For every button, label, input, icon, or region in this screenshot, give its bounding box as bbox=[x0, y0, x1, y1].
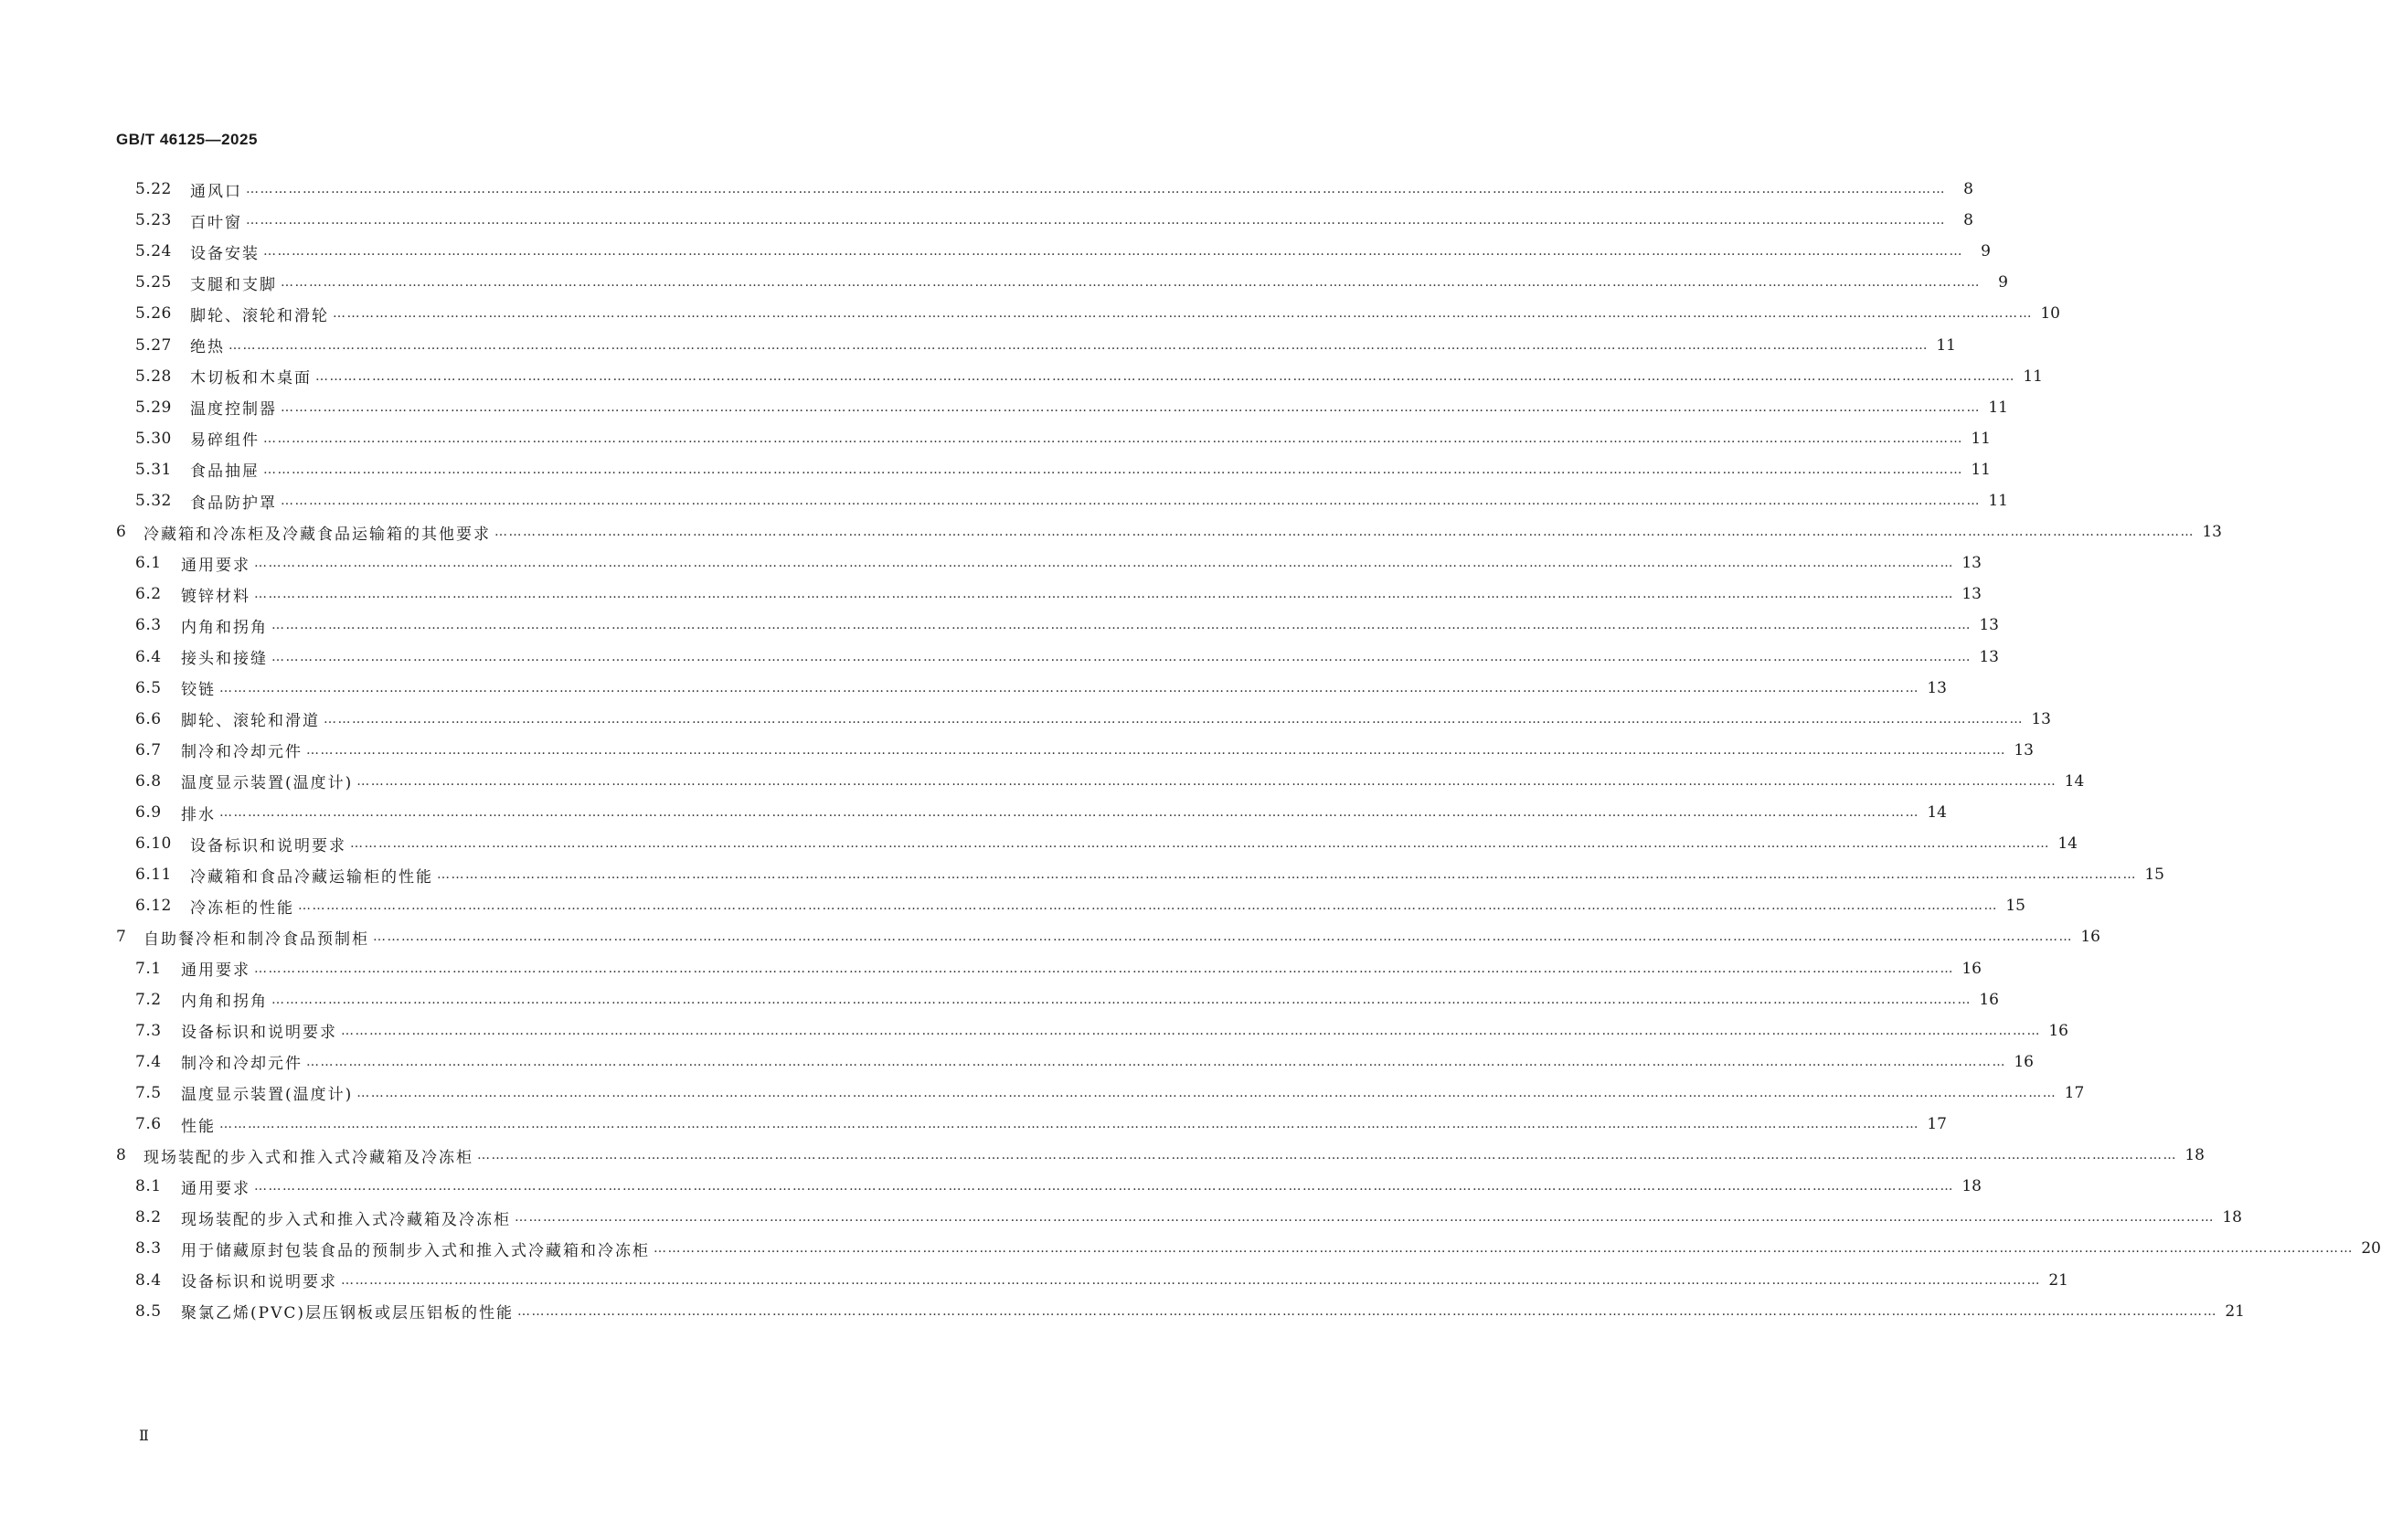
toc-entry-number: 7.1 bbox=[135, 959, 162, 978]
toc-entry-title: 现场装配的步入式和推入式冷藏箱及冷冻柜 bbox=[181, 1210, 511, 1229]
toc-entry-number: 6 bbox=[116, 523, 127, 542]
toc-leader-dots: ……………………………………………………………………………………………………………………………………………………………………………………………………………………………………………………………………………………………………………………………… bbox=[281, 399, 1981, 415]
toc-entry-number: 5.23 bbox=[135, 211, 172, 230]
toc-entry[interactable] bbox=[135, 1267, 2068, 1294]
toc-entry-number: 7.4 bbox=[135, 1052, 162, 1071]
toc-leader-dots: ……………………………………………………………………………………………………………………………………………………………………………………………………………………………………………………………………………………………………………………………… bbox=[263, 244, 1963, 260]
toc-entry-title: 冷藏箱和冷冻柜及冷藏食品运输箱的其他要求 bbox=[143, 525, 491, 544]
toc-entry-number: 6.7 bbox=[135, 740, 162, 759]
toc-entry-title: 易碎组件 bbox=[190, 431, 260, 451]
toc-entry[interactable] bbox=[135, 611, 1999, 639]
toc-entry-page: 10 bbox=[2040, 304, 2060, 324]
toc-entry-title: 排水 bbox=[181, 805, 216, 824]
toc-entry-page: 11 bbox=[2023, 366, 2043, 386]
toc-leader-dots: ……………………………………………………………………………………………………………………………………………………………………………………………………………………………………………………………………………………………………………………………… bbox=[517, 1303, 2217, 1319]
toc-entry[interactable] bbox=[135, 332, 1956, 359]
toc-entry-title: 设备安装 bbox=[190, 244, 260, 263]
toc-entry[interactable] bbox=[135, 706, 2051, 733]
toc-leader-dots: ……………………………………………………………………………………………………………………………………………………………………………………………………………………………………………………………………………………………………………………………… bbox=[219, 1117, 1919, 1131]
toc-entry-title: 木切板和木桌面 bbox=[190, 369, 312, 388]
toc-entry-title: 食品防护罩 bbox=[190, 494, 277, 513]
toc-leader-dots: ……………………………………………………………………………………………………………………………………………………………………………………………………………………………………………………………………………………………………………………………… bbox=[281, 494, 1981, 508]
toc-entry-title: 脚轮、滚轮和滑轮 bbox=[190, 306, 329, 325]
toc-leader-dots: ……………………………………………………………………………………………………………………………………………………………………………………………………………………………………………………………………………………………………………………………… bbox=[254, 1179, 1954, 1195]
toc-entry-title: 冷冻柜的性能 bbox=[190, 898, 294, 918]
toc-entry-number: 6.5 bbox=[135, 678, 162, 697]
toc-entry-title: 内角和拐角 bbox=[181, 618, 268, 637]
toc-entry-number: 6.3 bbox=[135, 616, 162, 635]
toc-entry-page: 13 bbox=[2031, 709, 2051, 728]
toc-entry-page: 14 bbox=[2057, 834, 2078, 854]
toc-leader-dots: ……………………………………………………………………………………………………………………………………………………………………………………………………………………………………………………………………………………………………………………………… bbox=[254, 587, 1954, 602]
toc-entry[interactable] bbox=[135, 1204, 2242, 1231]
toc-entry-title: 设备标识和说明要求 bbox=[181, 1273, 337, 1291]
toc-entry-number: 6.11 bbox=[135, 866, 172, 885]
toc-entry[interactable] bbox=[116, 1142, 2205, 1169]
toc-entry-title: 通风口 bbox=[190, 182, 242, 201]
toc-entry-page: 9 bbox=[1998, 273, 2008, 292]
toc-entry-title: 温度显示装置(温度计) bbox=[181, 1086, 354, 1105]
toc-entry[interactable] bbox=[135, 737, 2034, 764]
toc-leader-dots: ……………………………………………………………………………………………………………………………………………………………………………………………………………………………………………………………………………………………………………………………… bbox=[281, 275, 1981, 291]
toc-leader-dots: ……………………………………………………………………………………………………………………………………………………………………………………………………………………………………………………………………………………………………………………………… bbox=[254, 556, 1954, 571]
toc-leader-dots: ……………………………………………………………………………………………………………………………………………………………………………………………………………………………………………………………………………………………………………………………… bbox=[298, 898, 1998, 914]
toc-entry-page: 16 bbox=[2080, 928, 2100, 947]
toc-entry-number: 5.32 bbox=[135, 492, 172, 510]
toc-leader-dots: ……………………………………………………………………………………………………………………………………………………………………………………………………………………………………………………………………………………………………………………………… bbox=[350, 836, 2050, 852]
toc-entry[interactable] bbox=[135, 674, 1947, 702]
toc-entry-page: 17 bbox=[2064, 1083, 2085, 1102]
toc-entry[interactable] bbox=[135, 892, 2025, 919]
toc-entry-number: 8.5 bbox=[135, 1301, 162, 1321]
toc-entry-page: 20 bbox=[2361, 1239, 2381, 1259]
toc-entry-page: 13 bbox=[1979, 647, 1999, 666]
toc-entry-page: 13 bbox=[1979, 616, 1999, 635]
toc-entry-page: 16 bbox=[2048, 1021, 2068, 1040]
toc-entry-page: 11 bbox=[1988, 398, 2008, 417]
toc-entry[interactable] bbox=[135, 580, 1982, 608]
toc-entry-page: 13 bbox=[1927, 678, 1947, 697]
toc-entry-page: 18 bbox=[1961, 1177, 1982, 1196]
toc-entry[interactable] bbox=[135, 1110, 1947, 1138]
toc-entry-title: 铰链 bbox=[181, 681, 216, 700]
toc-entry-title: 性能 bbox=[181, 1117, 216, 1136]
toc-entry-title: 温度控制器 bbox=[190, 400, 277, 420]
toc-entry-number: 6.9 bbox=[135, 803, 162, 822]
toc-entry-number: 8 bbox=[116, 1146, 127, 1165]
toc-entry-title: 百叶窗 bbox=[190, 213, 242, 232]
toc-entry-number: 8.2 bbox=[135, 1208, 162, 1227]
toc-leader-dots: ……………………………………………………………………………………………………………………………………………………………………………………………………………………………………………………………………………………………………………………………… bbox=[246, 213, 1946, 228]
toc-leader-dots: ……………………………………………………………………………………………………………………………………………………………………………………………………………………………………………………………………………………………………………………………… bbox=[263, 430, 1963, 446]
toc-entry[interactable] bbox=[135, 861, 2164, 888]
toc-entry-number: 7.6 bbox=[135, 1115, 162, 1133]
toc-entry[interactable] bbox=[135, 269, 2008, 296]
toc-leader-dots: ……………………………………………………………………………………………………………………………………………………………………………………………………………………………………………………………………………………………………………………………… bbox=[356, 773, 2057, 789]
toc-leader-dots: ……………………………………………………………………………………………………………………………………………………………………………………………………………………………………………………………………………………………………………………………… bbox=[246, 182, 1946, 196]
toc-entry-page: 13 bbox=[1961, 554, 1982, 573]
toc-leader-dots: ……………………………………………………………………………………………………………………………………………………………………………………………………………………………………………………………………………………………………………………………… bbox=[219, 805, 1919, 820]
toc-entry-page: 18 bbox=[2222, 1208, 2242, 1227]
toc-leader-dots: ……………………………………………………………………………………………………………………………………………………………………………………………………………………………………………………………………………………………………………………………… bbox=[254, 961, 1954, 976]
toc-leader-dots: ……………………………………………………………………………………………………………………………………………………………………………………………………………………………………………………………………………………………………………………………… bbox=[333, 306, 2033, 322]
toc-entry-number: 5.30 bbox=[135, 429, 172, 448]
toc-entry-number: 8.1 bbox=[135, 1177, 162, 1196]
toc-entry[interactable] bbox=[135, 1173, 1982, 1200]
toc-leader-dots: ……………………………………………………………………………………………………………………………………………………………………………………………………………………………………………………………………………………………………………………………… bbox=[271, 992, 1972, 1007]
toc-leader-dots: ……………………………………………………………………………………………………………………………………………………………………………………………………………………………………………………………………………………………………………………………… bbox=[494, 525, 2195, 540]
toc-entry-title: 聚氯乙烯(PVC)层压钢板或层压铝板的性能 bbox=[181, 1304, 514, 1323]
toc-entry-page: 17 bbox=[1927, 1115, 1947, 1133]
toc-entry[interactable] bbox=[135, 549, 1982, 577]
toc-leader-dots: ……………………………………………………………………………………………………………………………………………………………………………………………………………………………………………………………………………………………………………………………… bbox=[356, 1085, 2057, 1100]
toc-entry-page: 16 bbox=[1961, 959, 1982, 978]
toc-leader-dots: ……………………………………………………………………………………………………………………………………………………………………………………………………………………………………………………………………………………………………………………………… bbox=[341, 1272, 2041, 1288]
toc-entry[interactable] bbox=[135, 207, 1973, 234]
toc-entry[interactable] bbox=[135, 1017, 2068, 1045]
toc-entry-page: 8 bbox=[1963, 211, 1973, 230]
toc-entry[interactable] bbox=[135, 487, 2008, 515]
toc-entry-page: 15 bbox=[2005, 897, 2025, 916]
toc-entry-title: 制冷和冷却元件 bbox=[181, 1055, 303, 1074]
toc-entry-number: 6.1 bbox=[135, 554, 162, 573]
document-code: GB/T 46125—2025 bbox=[116, 131, 258, 148]
toc-entry-number: 6.4 bbox=[135, 647, 162, 666]
toc-entry-page: 15 bbox=[2144, 866, 2164, 885]
toc-entry[interactable] bbox=[135, 394, 2008, 421]
toc-entry-number: 7 bbox=[116, 928, 127, 947]
toc-entry[interactable] bbox=[135, 799, 1947, 826]
toc-entry-page: 18 bbox=[2184, 1146, 2205, 1165]
toc-entry[interactable] bbox=[135, 986, 1999, 1014]
toc-entry-page: 11 bbox=[1988, 492, 2008, 510]
toc-entry-number: 6.10 bbox=[135, 834, 172, 854]
toc-entry-page: 21 bbox=[2225, 1301, 2245, 1321]
toc-leader-dots: ……………………………………………………………………………………………………………………………………………………………………………………………………………………………………………………………………………………………………………………………… bbox=[341, 1023, 2041, 1038]
toc-entry-page: 11 bbox=[1971, 460, 1991, 479]
toc-entry-page: 11 bbox=[1936, 335, 1956, 355]
toc-leader-dots: ……………………………………………………………………………………………………………………………………………………………………………………………………………………………………………………………………………………………………………………………… bbox=[263, 462, 1963, 477]
toc-entry-title: 通用要求 bbox=[181, 556, 250, 575]
toc-entry-title: 现场装配的步入式和推入式冷藏箱及冷冻柜 bbox=[143, 1148, 473, 1167]
toc-leader-dots: ……………………………………………………………………………………………………………………………………………………………………………………………………………………………………………………………………………………………………………………………… bbox=[271, 618, 1972, 633]
toc-entry-page: 16 bbox=[2014, 1052, 2034, 1071]
toc-entry-title: 设备标识和说明要求 bbox=[181, 1024, 337, 1043]
toc-leader-dots: ……………………………………………………………………………………………………………………………………………………………………………………………………………………………………………………………………………………………………………………………… bbox=[271, 649, 1972, 664]
toc-leader-dots: ……………………………………………………………………………………………………………………………………………………………………………………………………………………………………………………………………………………………………………………………… bbox=[437, 867, 2137, 883]
toc-entry-title: 制冷和冷却元件 bbox=[181, 743, 303, 762]
toc-entry-title: 绝热 bbox=[190, 338, 225, 356]
toc-leader-dots: ……………………………………………………………………………………………………………………………………………………………………………………………………………………………………………………………………………………………………………………………… bbox=[315, 368, 2015, 384]
toc-entry[interactable] bbox=[135, 955, 1982, 982]
toc-entry[interactable] bbox=[135, 1048, 2034, 1076]
toc-entry-page: 16 bbox=[1979, 990, 1999, 1009]
toc-entry-page: 13 bbox=[2014, 740, 2034, 759]
toc-entry[interactable] bbox=[135, 363, 2043, 390]
toc-entry[interactable] bbox=[135, 456, 1991, 483]
toc-leader-dots: ……………………………………………………………………………………………………………………………………………………………………………………………………………………………………………………………………………………………………………………………… bbox=[306, 742, 2006, 758]
toc-entry-title: 食品抽屉 bbox=[190, 462, 260, 482]
toc-entry[interactable] bbox=[135, 175, 1973, 203]
toc-leader-dots: ……………………………………………………………………………………………………………………………………………………………………………………………………………………………………………………………………………………………………………………………… bbox=[219, 680, 1919, 696]
toc-entry-title: 镀锌材料 bbox=[181, 587, 250, 606]
toc-entry-number: 5.24 bbox=[135, 242, 172, 261]
toc-entry[interactable] bbox=[135, 238, 1991, 265]
toc-entry-page: 14 bbox=[2064, 771, 2085, 791]
toc-entry[interactable] bbox=[135, 1298, 2245, 1325]
toc-entry-number: 5.29 bbox=[135, 398, 172, 417]
toc-entry-page: 13 bbox=[1961, 585, 1982, 604]
toc-entry-title: 设备标识和说明要求 bbox=[190, 836, 346, 855]
toc-entry-page: 11 bbox=[1971, 429, 1991, 448]
toc-leader-dots: ……………………………………………………………………………………………………………………………………………………………………………………………………………………………………………………………………………………………………………………………… bbox=[515, 1210, 2215, 1226]
toc-entry-number: 5.25 bbox=[135, 273, 172, 292]
toc-entry-page: 13 bbox=[2202, 523, 2222, 542]
toc-leader-dots: ……………………………………………………………………………………………………………………………………………………………………………………………………………………………………………………………………………………………………………………………… bbox=[229, 337, 1929, 353]
toc-entry-number: 5.31 bbox=[135, 460, 172, 479]
toc-entry[interactable] bbox=[116, 923, 2100, 951]
toc-entry-number: 7.5 bbox=[135, 1083, 162, 1102]
toc-leader-dots: ……………………………………………………………………………………………………………………………………………………………………………………………………………………………………………………………………………………………………………………………… bbox=[373, 929, 2073, 945]
toc-leader-dots: ……………………………………………………………………………………………………………………………………………………………………………………………………………………………………………………………………………………………………………………………… bbox=[477, 1148, 2177, 1163]
toc-entry-number: 5.26 bbox=[135, 304, 172, 324]
toc-entry-number: 5.22 bbox=[135, 180, 172, 198]
toc-entry[interactable] bbox=[135, 300, 2060, 327]
toc-entry[interactable] bbox=[135, 830, 2078, 857]
toc-entry-number: 8.3 bbox=[135, 1239, 162, 1259]
toc-entry-title: 通用要求 bbox=[181, 1179, 250, 1198]
toc-entry-number: 6.12 bbox=[135, 897, 172, 916]
page-number: Ⅱ bbox=[139, 1427, 149, 1444]
toc-entry-title: 接头和接缝 bbox=[181, 650, 268, 668]
toc-leader-dots: ……………………………………………………………………………………………………………………………………………………………………………………………………………………………………………………………………………………………………………………………… bbox=[324, 711, 2024, 727]
toc-entry-number: 5.28 bbox=[135, 366, 172, 386]
toc-entry-page: 9 bbox=[1981, 242, 1991, 261]
toc-entry-number: 7.2 bbox=[135, 990, 162, 1009]
toc-entry-number: 5.27 bbox=[135, 335, 172, 355]
toc-entry[interactable] bbox=[116, 518, 2222, 546]
toc-entry-title: 支腿和支脚 bbox=[190, 275, 277, 294]
toc-entry-title: 通用要求 bbox=[181, 961, 250, 980]
toc-entry[interactable] bbox=[135, 1079, 2085, 1107]
toc-entry-page: 14 bbox=[1927, 803, 1947, 822]
toc-entry-title: 用于储藏原封包装食品的预制步入式和推入式冷藏箱和冷冻柜 bbox=[181, 1241, 650, 1260]
toc-leader-dots: ……………………………………………………………………………………………………………………………………………………………………………………………………………………………………………………………………………………………………………………………… bbox=[654, 1241, 2354, 1257]
toc-entry[interactable] bbox=[135, 425, 1991, 452]
toc-entry-number: 6.8 bbox=[135, 771, 162, 791]
toc-entry-number: 7.3 bbox=[135, 1021, 162, 1040]
toc-entry-number: 6.2 bbox=[135, 585, 162, 604]
toc-entry-title: 脚轮、滚轮和滑道 bbox=[181, 712, 320, 731]
toc-entry-page: 21 bbox=[2048, 1270, 2068, 1290]
toc-entry[interactable] bbox=[135, 643, 1999, 671]
toc-entry[interactable] bbox=[135, 1235, 2381, 1262]
toc-entry-page: 8 bbox=[1963, 180, 1973, 198]
toc-entry-title: 冷藏箱和食品冷藏运输柜的性能 bbox=[190, 867, 433, 887]
toc-leader-dots: ……………………………………………………………………………………………………………………………………………………………………………………………………………………………………………………………………………………………………………………………… bbox=[306, 1054, 2006, 1069]
toc-entry-number: 6.6 bbox=[135, 709, 162, 728]
toc-entry[interactable] bbox=[135, 768, 2085, 795]
toc-entry-title: 内角和拐角 bbox=[181, 993, 268, 1012]
toc-entry-title: 温度显示装置(温度计) bbox=[181, 774, 354, 793]
toc-entry-title: 自助餐冷柜和制冷食品预制柜 bbox=[143, 929, 369, 949]
toc-entry-number: 8.4 bbox=[135, 1270, 162, 1290]
